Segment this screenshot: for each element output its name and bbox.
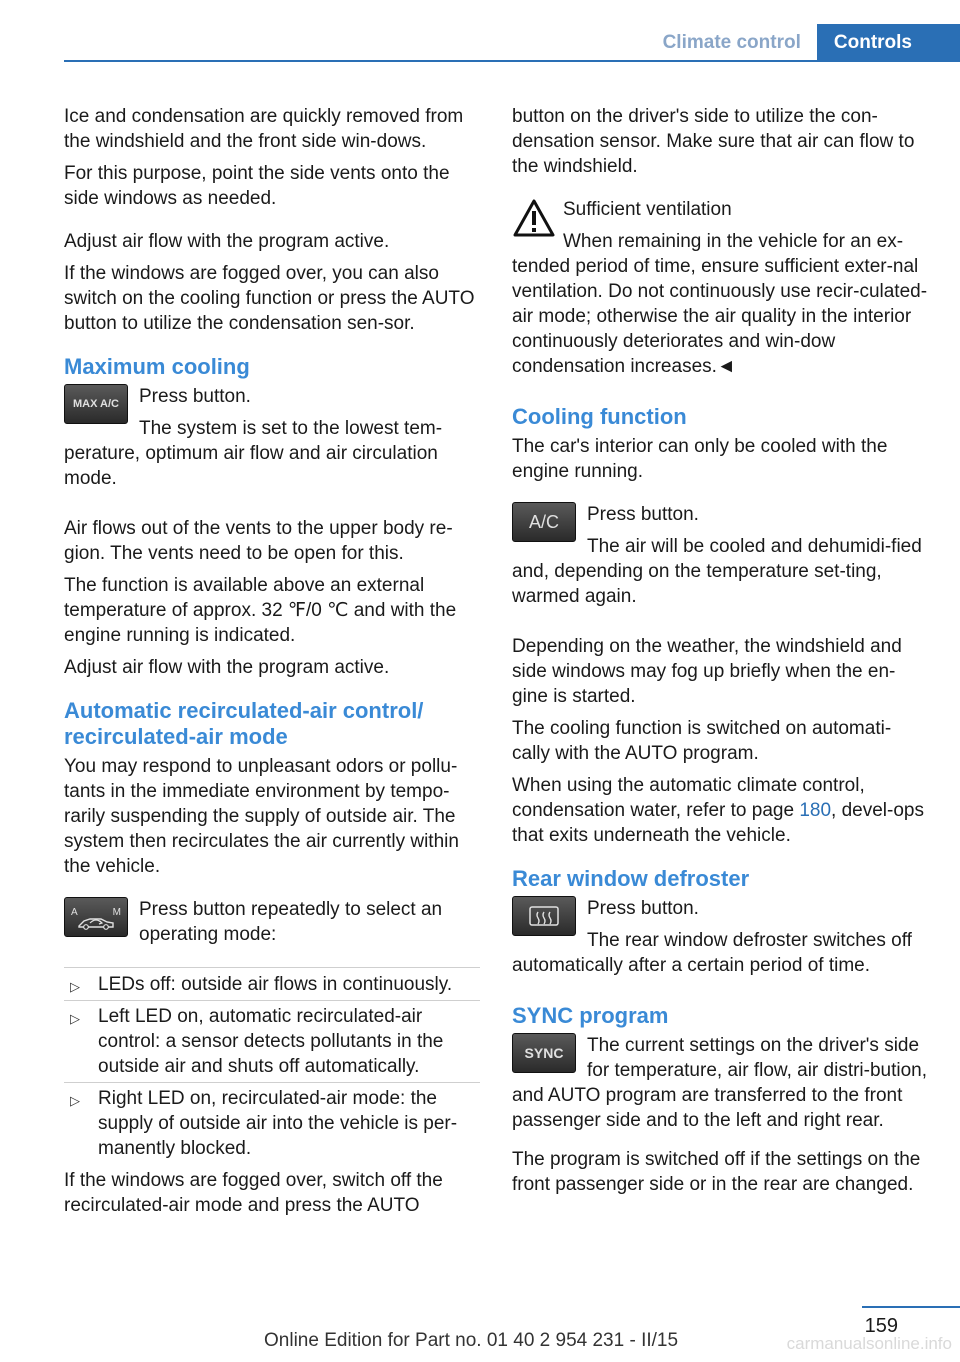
paragraph: The function is available above an external temperature of approx. 32 ℉/0 ℃ and with the engine running is indicated. (64, 575, 457, 646)
paragraph: You may respond to unpleasant odors or pollu‐tants in the immediate environment by tempo‐rarily suspending the supply of outside air. The system then recirculates the air currently within the vehicle. (64, 756, 459, 877)
list-item (64, 1086, 480, 1161)
paragraph: Press button. (587, 898, 699, 919)
text-span: , devel‐ops that exits underneath the vehicle. (512, 800, 924, 846)
page-reference-link[interactable]: 180 (799, 800, 832, 821)
rear-defrost-icon (527, 904, 561, 928)
sync-block (512, 1033, 928, 1140)
edition-footer: Online Edition for Part no. 01 40 2 954 231 - II/15 (264, 1330, 679, 1351)
chapter-tab: Controls (817, 24, 960, 62)
recirc-block (64, 897, 480, 965)
max-ac-label: MAX A/C (72, 397, 120, 410)
paragraph: Adjust air flow with the program active. (64, 231, 390, 252)
header-rule (64, 60, 960, 62)
warning-triangle-icon (512, 197, 556, 241)
heading-sync-program: SYNC program (512, 1003, 669, 1028)
ac-block (512, 502, 928, 627)
left-column (64, 104, 480, 1225)
triangle-bullet-icon: ▷ (70, 1093, 80, 1108)
sync-button-icon (512, 1033, 576, 1073)
page-number-rule (862, 1306, 960, 1308)
paragraph: The rear window defroster switches off automatically after a certain period of time. (512, 930, 912, 976)
max-ac-block (64, 384, 480, 509)
max-ac-button-icon (64, 384, 128, 424)
warning-text: When remaining in the vehicle for an ex‐tended period of time, ensure sufficient exter‐nal ventilation. Do not continuously use recir‐culated-air mode; otherwise the air quality in the interior continuously deteriorates and win‐dow condensation increases.◄ (512, 231, 928, 377)
paragraph: The car's interior can only be cooled with the engine running. (512, 436, 888, 482)
heading-cooling-function: Cooling function (512, 404, 687, 429)
heading-rear-window-defroster: Rear window defroster (512, 866, 750, 891)
page-header (64, 24, 960, 62)
watermark: carmanualsonline.info (786, 1334, 952, 1353)
list-item-text: Left LED on, automatic recirculated-air control: a sensor detects pollutants in the outside air and shuts off automatically. (98, 1006, 444, 1077)
triangle-bullet-icon: ▷ (70, 979, 80, 994)
paragraph: Air flows out of the vents to the upper body re‐gion. The vents need to be open for this. (64, 518, 453, 564)
header-tabs (647, 24, 960, 62)
triangle-bullet-icon: ▷ (70, 1011, 80, 1026)
paragraph: Adjust air flow with the program active. (64, 657, 390, 678)
defroster-block (512, 896, 928, 996)
list-item (64, 972, 480, 997)
warning-block (512, 197, 928, 386)
heading-recirculated-air: Automatic recirculated-air control/ recirculated-air mode (64, 698, 424, 749)
paragraph: If the windows are fogged over, you can also switch on the cooling function or press the AUTO button to utilize the condensation sen‐sor. (64, 263, 475, 334)
warning-title: Sufficient ventilation (563, 199, 732, 220)
paragraph: Depending on the weather, the windshield and side windows may fog up briefly when the en‐gine is started. (512, 636, 902, 707)
list-item-text: LEDs off: outside air flows in continuously. (98, 974, 453, 995)
paragraph: The system is set to the lowest tem‐perature, optimum air flow and air circulation mode. (64, 418, 443, 489)
ac-button-icon (512, 502, 576, 542)
paragraph: Press button. (139, 386, 251, 407)
paragraph: For this purpose, point the side vents onto the side windows as needed. (64, 163, 450, 209)
paragraph: The air will be cooled and dehumidi‐fied and, depending on the temperature set‐ting, warmed again. (512, 536, 922, 607)
list-item (64, 1004, 480, 1079)
paragraph: The current settings on the driver's side for temperature, air flow, air distri‐bution, and AUTO program are transferred to the front passenger side and to the left and right rear. (512, 1035, 928, 1131)
section-tab: Climate control (647, 24, 817, 62)
list-item-text: Right LED on, recirculated-air mode: the supply of outside air into the vehicle is per‐manently blocked. (98, 1088, 458, 1159)
recirc-m-label: M (112, 907, 121, 918)
text-span: When using the automatic climate control, condensation water, refer to page (512, 775, 865, 821)
paragraph: button on the driver's side to utilize the con‐densation sensor. Make sure that air can flow to the windshield. (512, 106, 915, 177)
recirc-mode-list (64, 972, 480, 1161)
car-recirculation-icon (76, 912, 116, 932)
recirc-button-icon (64, 897, 128, 937)
recirc-a-label: A (71, 907, 78, 918)
sync-label: SYNC (524, 1044, 564, 1061)
paragraph (512, 773, 928, 848)
heading-maximum-cooling: Maximum cooling (64, 354, 250, 379)
paragraph: Press button. (587, 504, 699, 525)
paragraph: Press button repeatedly to select an operating mode: (139, 899, 443, 945)
paragraph: Ice and condensation are quickly removed from the windshield and the front side win‐dows. (64, 106, 464, 152)
paragraph: If the windows are fogged over, switch off the recirculated-air mode and press the AUTO (64, 1170, 443, 1216)
ac-label: A/C (528, 511, 559, 532)
page-number: 159 (864, 1315, 898, 1337)
paragraph: The program is switched off if the settings on the front passenger side or in the rear are changed. (512, 1149, 921, 1195)
rear-defroster-button-icon (512, 896, 576, 936)
paragraph: The cooling function is switched on automati‐cally with the AUTO program. (512, 718, 892, 764)
right-column (512, 104, 928, 1204)
